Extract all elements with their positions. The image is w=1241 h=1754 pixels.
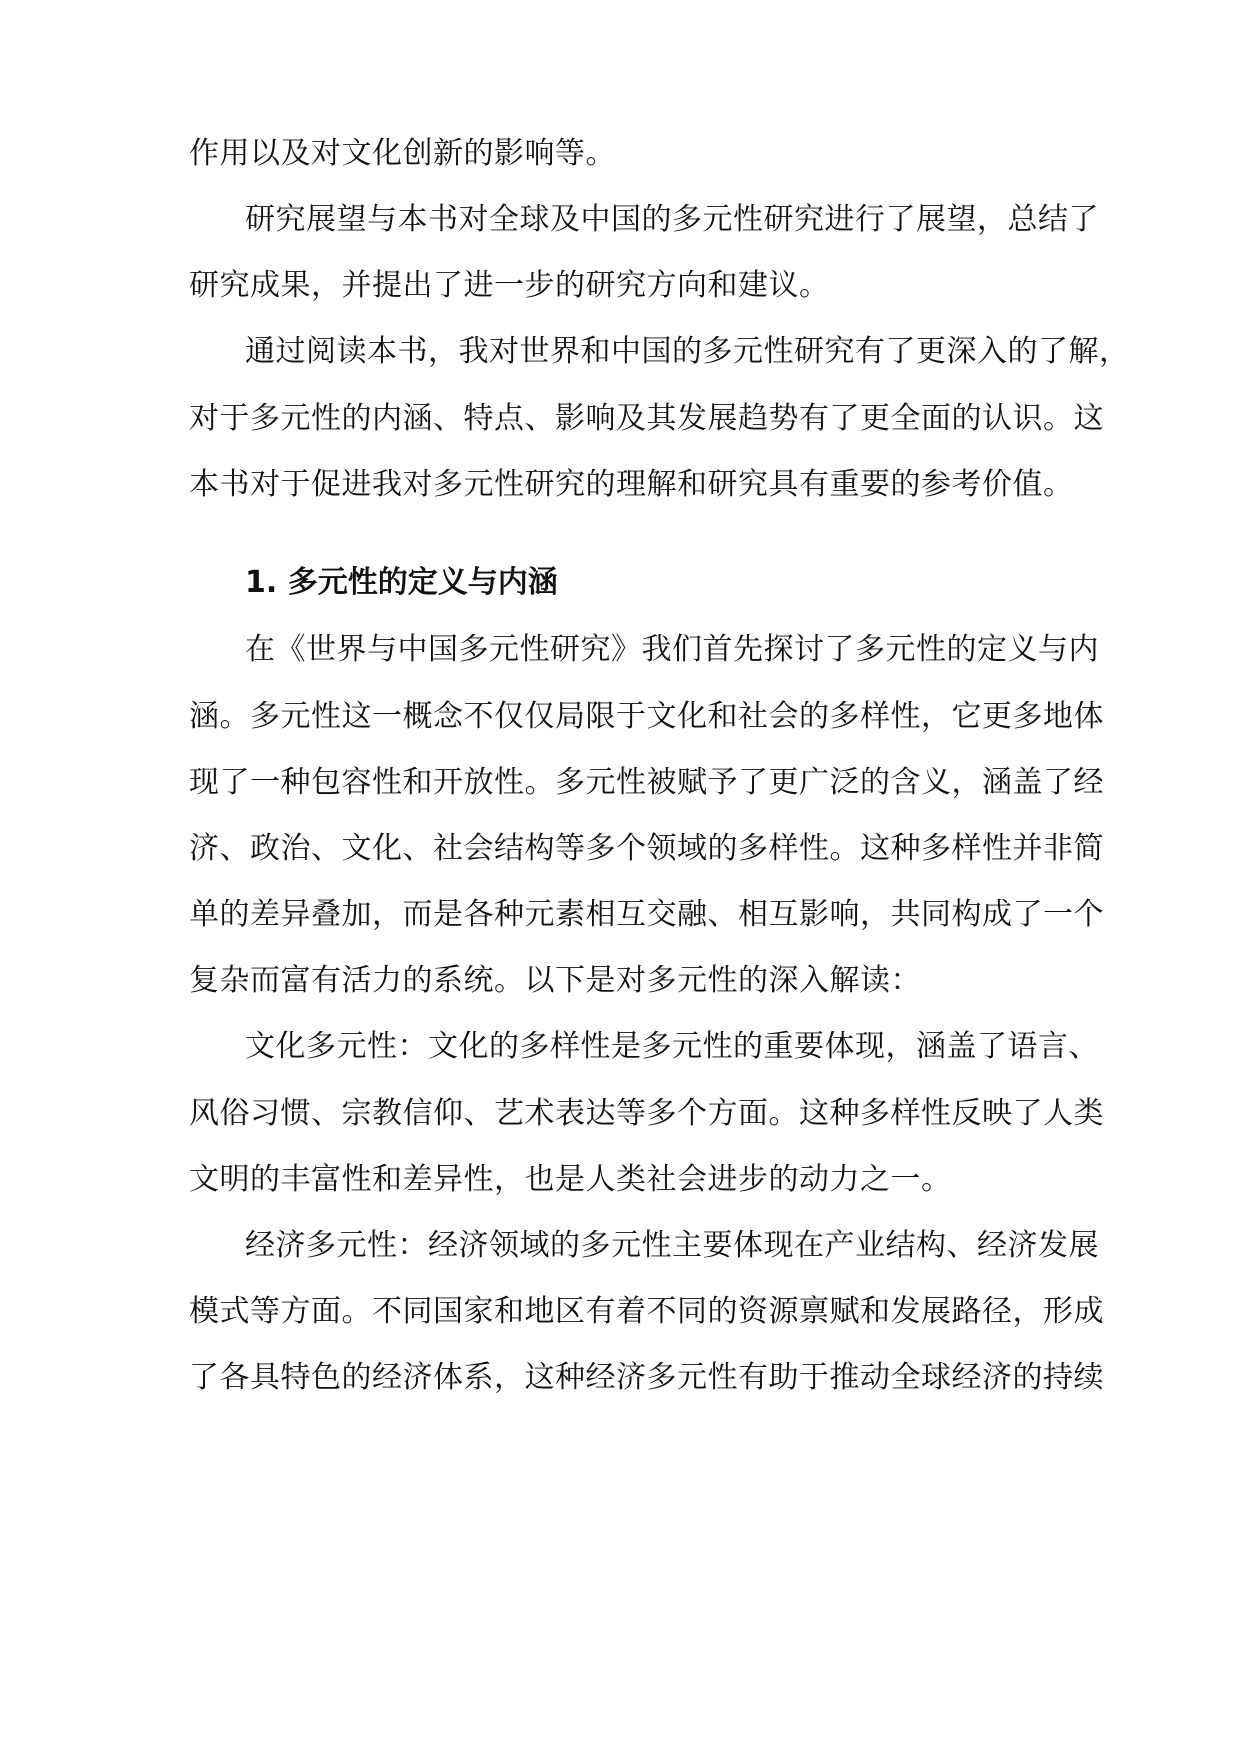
paragraph-first-line: 经济多元性：经济领域的多元性主要体现在产业结构、经济发展 — [245, 1228, 1099, 1263]
text-line: 模式等方面。不同国家和地区有着不同的资源禀赋和发展路径，形成 — [189, 1294, 1104, 1329]
text-line: 现了一种包容性和开放性。多元性被赋予了更广泛的含义，涵盖了经 — [189, 765, 1104, 800]
paragraph-first-line: 在《世界与中国多元性研究》我们首先探讨了多元性的定义与内 — [245, 632, 1099, 667]
text-line: 了各具特色的经济体系，这种经济多元性有助于推动全球经济的持续 — [189, 1360, 1104, 1395]
text-line: 单的差异叠加，而是各种元素相互交融、相互影响，共同构成了一个 — [189, 897, 1104, 932]
paragraph-first-line: 文化多元性：文化的多样性是多元性的重要体现，涵盖了语言、 — [245, 1029, 1099, 1064]
text-line: 文明的丰富性和差异性，也是人类社会进步的动力之一。 — [189, 1162, 952, 1197]
paragraph-first-line: 通过阅读本书，我对世界和中国的多元性研究有了更深入的了解， — [245, 334, 1130, 369]
text-line: 风俗习惯、宗教信仰、艺术表达等多个方面。这种多样性反映了人类 — [189, 1096, 1104, 1131]
text-line: 对于多元性的内涵、特点、影响及其发展趋势有了更全面的认识。这 — [189, 401, 1104, 436]
text-line: 复杂而富有活力的系统。以下是对多元性的深入解读： — [189, 963, 921, 998]
text-line: 本书对于促进我对多元性研究的理解和研究具有重要的参考价值。 — [189, 467, 1074, 502]
text-line: 作用以及对文化创新的影响等。 — [189, 136, 616, 171]
text-line: 研究成果，并提出了进一步的研究方向和建议。 — [189, 268, 830, 303]
paragraph-first-line: 研究展望与本书对全球及中国的多元性研究进行了展望，总结了 — [245, 202, 1099, 237]
text-line: 涵。多元性这一概念不仅仅局限于文化和社会的多样性，它更多地体 — [189, 699, 1104, 734]
text-line: 济、政治、文化、社会结构等多个领域的多样性。这种多样性并非简 — [189, 831, 1104, 866]
section-heading: 1. 多元性的定义与内涵 — [245, 565, 558, 600]
